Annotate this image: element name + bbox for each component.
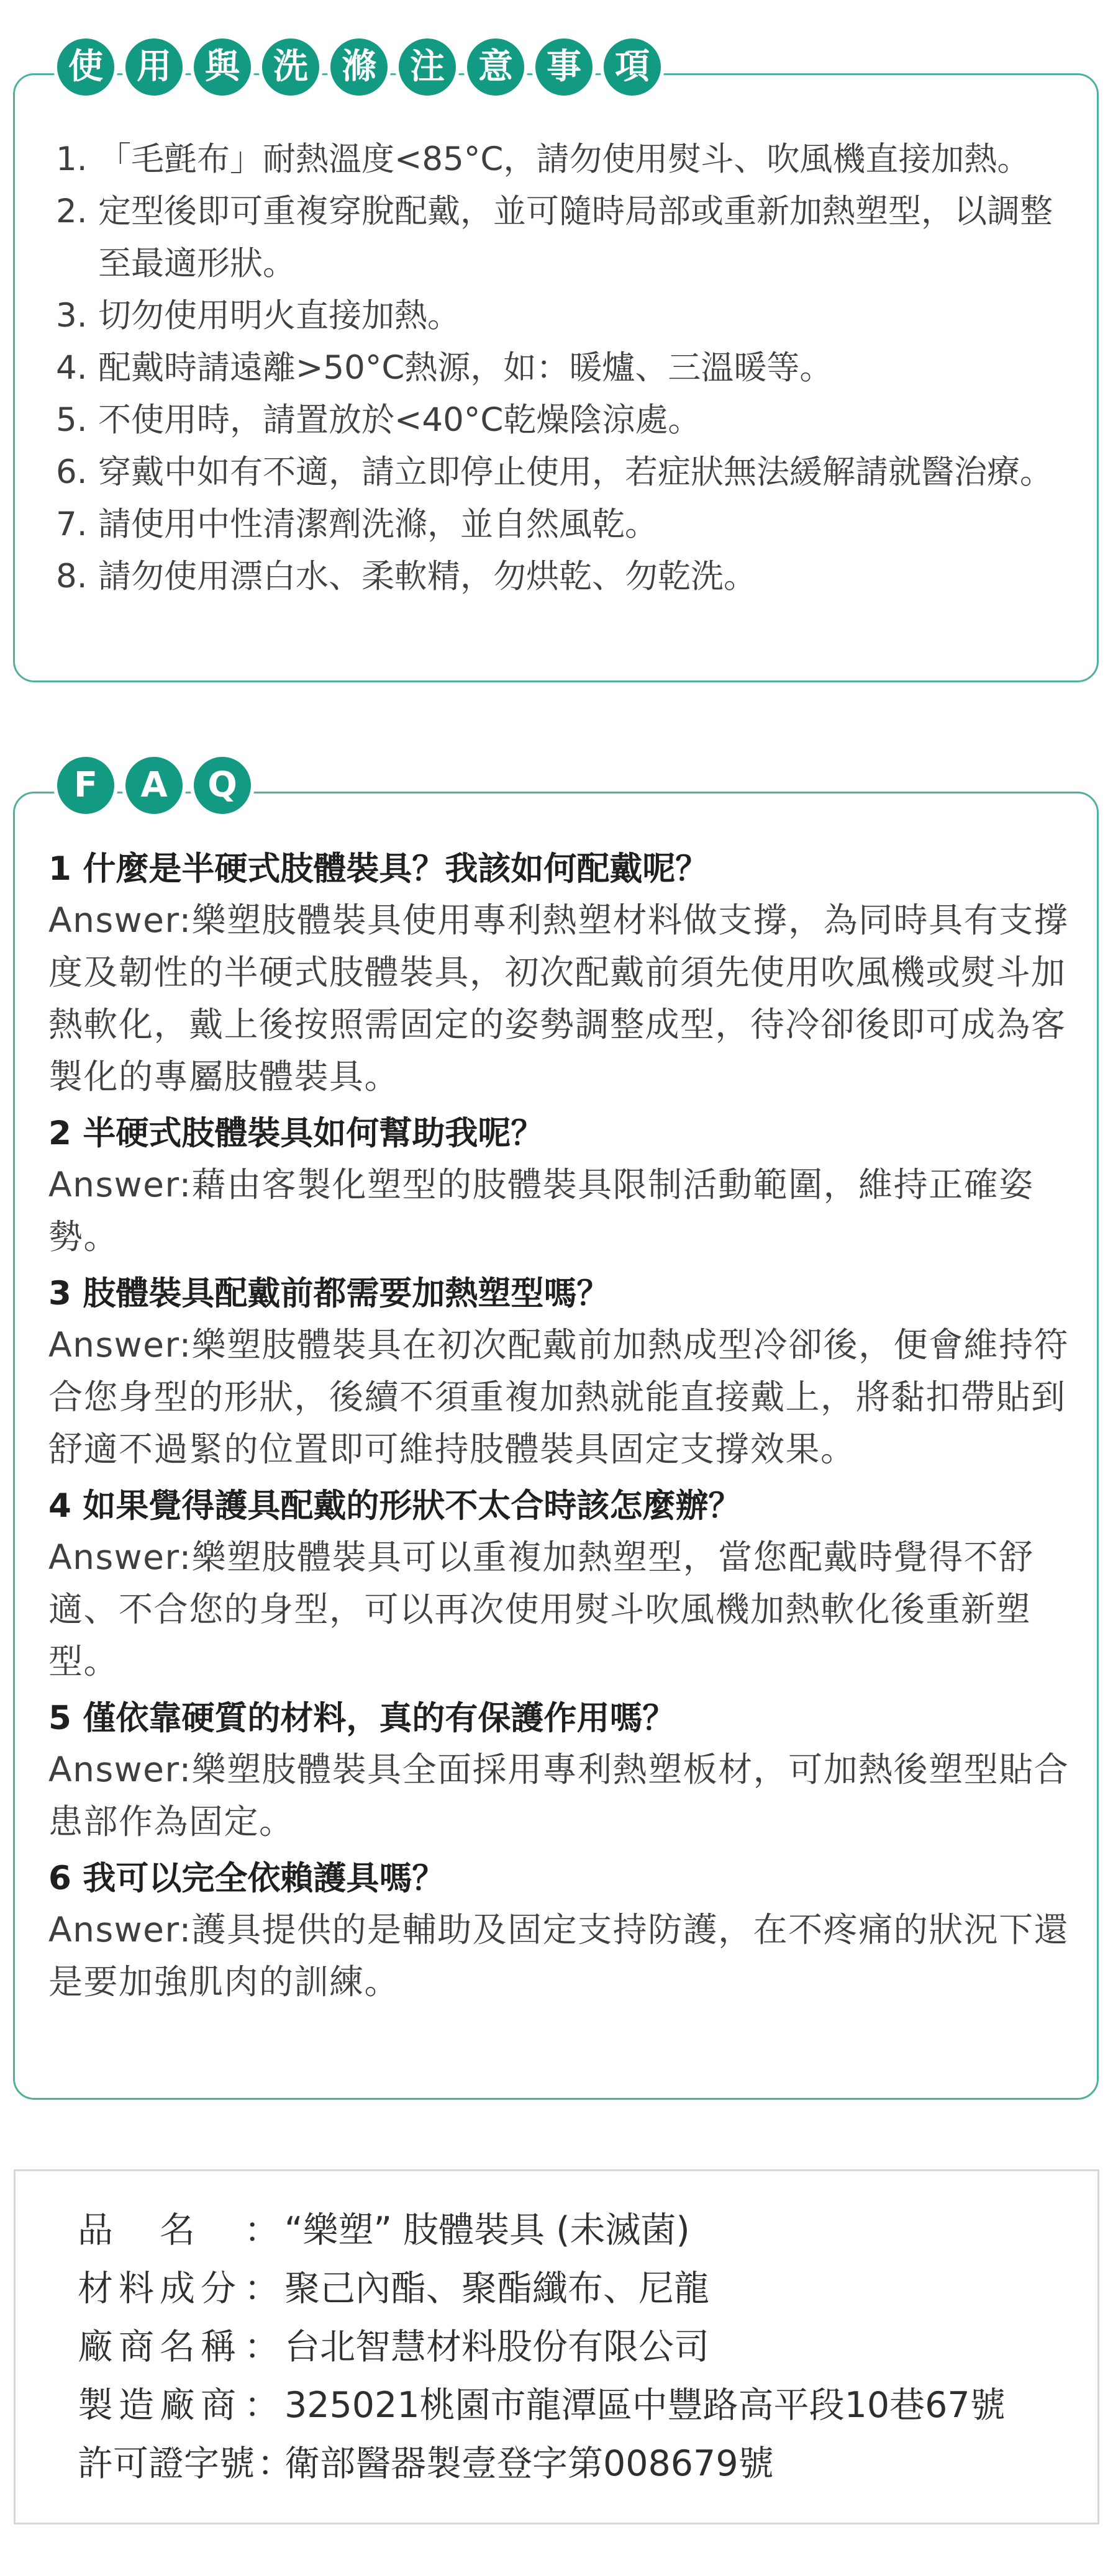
- info-value: “樂塑” 肢體裝具 (未滅菌): [284, 2210, 690, 2251]
- info-row: [78, 2201, 1006, 2259]
- info-value: 衛部醫器製壹登字第008679號: [284, 2443, 774, 2484]
- title-pill: F: [53, 753, 118, 818]
- list-item: [56, 551, 1081, 603]
- label-char: 名: [160, 2326, 195, 2367]
- item-text: 切勿使用明火直接加熱。: [98, 297, 460, 335]
- item-number: 1.: [56, 140, 88, 178]
- list-item: [56, 342, 1081, 394]
- item-number: 2.: [56, 192, 88, 230]
- label-char: 可: [113, 2443, 148, 2484]
- faq-question: 2 半硬式肢體裝具如何幫助我呢？: [48, 1114, 544, 1152]
- product-info-list: [78, 2201, 1006, 2493]
- list-item: [56, 446, 1081, 499]
- title-pill: 意: [463, 35, 528, 99]
- usage-notes-list: [56, 133, 1081, 603]
- list-item: [56, 290, 1081, 342]
- label-char: 品: [78, 2210, 113, 2251]
- label-colon: ：: [244, 2210, 279, 2251]
- label-char: 材: [78, 2268, 113, 2309]
- info-row: [78, 2434, 1006, 2493]
- item-number: 7.: [56, 505, 88, 543]
- label-char: 證: [148, 2443, 184, 2484]
- label-char: 製: [78, 2385, 113, 2426]
- label-colon: ：: [257, 2443, 293, 2484]
- faq-question: 6 我可以完全依賴護具嗎？: [48, 1860, 445, 1897]
- info-label: [78, 2259, 279, 2318]
- info-label: [78, 2318, 279, 2376]
- title-pill: 與: [190, 35, 255, 99]
- label-char: 造: [119, 2385, 154, 2426]
- title-pill: 使: [53, 35, 118, 99]
- label-char: 成: [160, 2268, 195, 2309]
- title-pill: A: [122, 753, 186, 818]
- item-text: 定型後即可重複穿脫配戴，並可隨時局部或重新加熱塑型，以調整至最適形狀。: [98, 192, 1053, 282]
- faq-answer: Answer:樂塑肢體裝具可以重複加熱塑型，當您配戴時覺得不舒適、不合您的身型，可以再次使用熨斗吹風機加熱軟化後重新塑型。: [48, 1537, 1034, 1681]
- label-char: 廠: [160, 2385, 195, 2426]
- info-label: [78, 2201, 279, 2259]
- faq-question: 1 什麼是半硬式肢體裝具？我該如何配戴呢？: [48, 850, 709, 888]
- title-pill: 洗: [258, 35, 323, 99]
- title-pill: 事: [532, 35, 596, 99]
- item-number: 5.: [56, 401, 88, 439]
- item-text: 配戴時請遠離>50°C熱源，如：暖爐、三溫暖等。: [98, 349, 833, 387]
- faq-list: [48, 844, 1073, 2014]
- faq-question: 3 肢體裝具配戴前都需要加熱塑型嗎？: [48, 1275, 610, 1313]
- list-item: [56, 499, 1081, 551]
- info-value: 聚己內酯、聚酯纖布、尼龍: [284, 2268, 709, 2309]
- label-char: 商: [201, 2385, 236, 2426]
- title-pill: 滌: [327, 35, 391, 99]
- label-char: 名: [160, 2210, 195, 2251]
- info-row: [78, 2376, 1006, 2434]
- info-row: [78, 2318, 1006, 2376]
- list-item: [56, 394, 1081, 446]
- info-value: 325021桃園市龍潭區中豐路高平段10巷67號: [284, 2385, 1006, 2426]
- item-text: 不使用時，請置放於<40°C乾燥陰涼處。: [98, 401, 701, 439]
- item-text: 「毛氈布」耐熱溫度<85°C，請勿使用熨斗、吹風機直接加熱。: [98, 140, 1030, 178]
- label-char: 號: [219, 2443, 255, 2484]
- item-text: 請勿使用漂白水、柔軟精，勿烘乾、勿乾洗。: [98, 558, 756, 595]
- info-row: [78, 2259, 1006, 2318]
- item-number: 6.: [56, 453, 88, 491]
- usage-notes-title: [53, 35, 665, 99]
- label-char: 字: [184, 2443, 219, 2484]
- label-char: 稱: [201, 2326, 236, 2367]
- info-value: 台北智慧材料股份有限公司: [284, 2326, 709, 2367]
- item-number: 3.: [56, 297, 88, 335]
- title-pill: 項: [600, 35, 665, 99]
- list-item: [56, 186, 1081, 290]
- label-char: 許: [78, 2443, 113, 2484]
- label-char: 商: [119, 2326, 154, 2367]
- list-item: [56, 133, 1081, 186]
- title-pill: Q: [190, 753, 255, 818]
- faq-answer: Answer:樂塑肢體裝具在初次配戴前加熱成型冷卻後，便會維持符合您身型的形狀，後續不須重複加熱就能直接戴上，將黏扣帶貼到舒適不過緊的位置即可維持肢體裝具固定支撐效果。: [48, 1325, 1070, 1469]
- faq-title: [53, 753, 255, 818]
- faq-answer: Answer:藉由客製化塑型的肢體裝具限制活動範圍，維持正確姿勢。: [48, 1165, 1034, 1257]
- faq-question: 4 如果覺得護具配戴的形狀不太合時該怎麼辦？: [48, 1487, 742, 1525]
- faq-answer: Answer:樂塑肢體裝具使用專利熱塑材料做支撐，為同時具有支撐度及韌性的半硬式肢體裝具，初次配戴前須先使用吹風機或熨斗加熱軟化，戴上後按照需固定的姿勢調整成型，待冷卻後即可成為客製化的專屬肢體裝具。: [48, 900, 1070, 1096]
- item-number: 8.: [56, 558, 88, 595]
- label-colon: ：: [244, 2268, 279, 2309]
- item-number: 4.: [56, 349, 88, 387]
- label-colon: ：: [244, 2385, 279, 2426]
- item-text: 穿戴中如有不適，請立即停止使用，若症狀無法緩解請就醫治療。: [98, 453, 1053, 491]
- label-char: 廠: [78, 2326, 113, 2367]
- info-label: [78, 2376, 279, 2434]
- label-char: 料: [119, 2268, 154, 2309]
- faq-question: 5 僅依靠硬質的材料，真的有保護作用嗎？: [48, 1699, 676, 1737]
- faq-answer: Answer:護具提供的是輔助及固定支持防護，在不疼痛的狀況下還是要加強肌肉的訓練。: [48, 1910, 1070, 2002]
- faq-answer: Answer:樂塑肢體裝具全面採用專利熱塑板材，可加熱後塑型貼合患部作為固定。: [48, 1750, 1070, 1842]
- title-pill: 用: [122, 35, 186, 99]
- item-text: 請使用中性清潔劑洗滌，並自然風乾。: [98, 505, 658, 543]
- info-label: [78, 2434, 293, 2493]
- label-colon: ：: [244, 2326, 279, 2367]
- label-char: 分: [201, 2268, 236, 2309]
- title-pill: 注: [395, 35, 460, 99]
